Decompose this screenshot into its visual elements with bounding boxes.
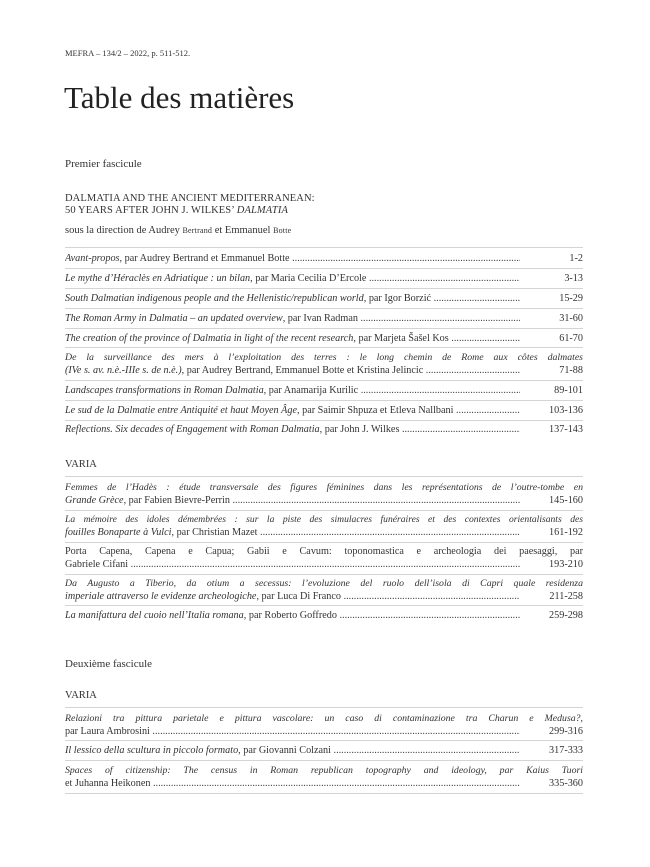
divider (65, 760, 583, 761)
entry-authors: , par John J. Wilkes (319, 424, 400, 435)
divider (65, 400, 583, 401)
entry-title: Reflections. Six decades of Engagement with Roman Dalmatia (65, 424, 320, 435)
entry-title: La mémoire des idoles démembrées : sur la piste des simulacres funéraires et des contextes orientalisants des (65, 514, 583, 525)
director-name: Bertrand (182, 226, 213, 235)
entry-title: La manifattura del cuoio nell’Italia romana (65, 610, 244, 621)
toc-entry[interactable] (65, 744, 583, 757)
fascicule-label: Premier fascicule (65, 158, 142, 170)
entry-pages: 61-70 (559, 333, 583, 344)
entry-pages: 1-2 (569, 253, 583, 264)
entry-pages: 145-160 (549, 495, 583, 506)
entry-pages: 317-333 (549, 745, 583, 756)
toc-entry[interactable] (65, 609, 583, 622)
entry-authors: , par Maria Cecilia D’Ercole (250, 273, 367, 284)
toc-entry[interactable] (65, 545, 583, 571)
entry-title: imperiale attraverso le evidenze archeologiche (65, 591, 257, 602)
entry-authors: par Laura Ambrosini (65, 726, 150, 737)
entry-pages: 71-88 (559, 365, 583, 376)
divider (65, 542, 583, 543)
entry-title: Landscapes transformations in Roman Dalmatia (65, 385, 264, 396)
divider (65, 380, 583, 381)
entry-title: Grande Grèce (65, 495, 124, 506)
toc-entry[interactable] (65, 577, 583, 603)
toc-entry[interactable] (65, 252, 583, 265)
entry-pages: 299-316 (549, 726, 583, 737)
entry-pages: 137-143 (549, 424, 583, 435)
toc-entry[interactable] (65, 764, 583, 790)
section-heading-italic: DALMATIA (236, 205, 288, 216)
varia-heading: VARIA (65, 690, 97, 701)
entry-title: Avant-propos (65, 253, 120, 264)
entry-pages: 89-101 (554, 385, 583, 396)
entry-authors: , par Luca Di Franco (256, 591, 342, 602)
entry-authors: , par Audrey Bertrand et Emmanuel Botte (119, 253, 290, 264)
toc-entry[interactable] (65, 481, 583, 507)
entry-title: Femmes de l’Hadès : étude transversale des figures féminines dans les représentations de l’outre-tombe en (65, 482, 583, 493)
entry-title: The Roman Army in Dalmatia – an updated overview (65, 313, 283, 324)
divider (65, 247, 583, 248)
entry-title: Relazioni tra pittura parietale e pittura vascolare: un caso di contaminazione tra Charun e Medusa?, (65, 713, 583, 724)
entry-title: Porta Capena, Capena e Capua; Gabii e Cavum: toponomastica e archeologia dei paesaggi, par (65, 546, 583, 557)
divider (65, 707, 583, 708)
entry-pages: 335-360 (549, 778, 583, 789)
direction-mid: et Emmanuel (212, 225, 274, 236)
divider (65, 510, 583, 511)
section-heading-line2 (65, 205, 315, 217)
entry-title: The creation of the province of Dalmatia in light of the recent research (65, 333, 354, 344)
entry-pages: 193-210 (549, 559, 583, 570)
divider (65, 328, 583, 329)
entry-title: (IVe s. av. n.è.-IIIe s. de n.è.) (65, 365, 182, 376)
toc-entry[interactable] (65, 351, 583, 377)
entry-authors: , par Giovanni Colzani (238, 745, 331, 756)
running-head: MEFRA – 134/2 – 2022, p. 511-512. (65, 48, 191, 58)
entry-authors: , par Fabien Bievre-Perrin (123, 495, 230, 506)
entry-authors: , par Christian Mazet (171, 527, 258, 538)
fascicule-label: Deuxième fascicule (65, 658, 153, 670)
divider (65, 476, 583, 477)
entry-authors: , par Audrey Bertrand, Emmanuel Botte et Kristina Jelincic (181, 365, 424, 376)
varia-heading: VARIA (65, 459, 97, 470)
entry-pages: 161-192 (549, 527, 583, 538)
divider (65, 740, 583, 741)
direction-line (65, 225, 291, 236)
divider (65, 793, 583, 794)
toc-entry[interactable] (65, 513, 583, 539)
toc-entry[interactable] (65, 712, 583, 738)
entry-authors: , par Igor Borzić (363, 293, 432, 304)
toc-entry[interactable] (65, 292, 583, 305)
direction-prefix: sous la direction de Audrey (65, 225, 183, 236)
entry-pages: 15-29 (559, 293, 583, 304)
director-name: Botte (273, 226, 292, 235)
entry-authors: , par Roberto Goffredo (243, 610, 337, 621)
divider (65, 420, 583, 421)
toc-entry[interactable] (65, 332, 583, 345)
toc-entry[interactable] (65, 423, 583, 436)
entry-title: Le sud de la Dalmatie entre Antiquité et haut Moyen Âge (65, 405, 297, 416)
toc-entry[interactable] (65, 272, 583, 285)
toc-entry[interactable] (65, 384, 583, 397)
toc-entry[interactable] (65, 312, 583, 325)
entry-pages: 103-136 (549, 405, 583, 416)
entry-title: Il lessico della scultura in piccolo formato (65, 745, 239, 756)
section-heading (65, 193, 315, 217)
divider (65, 574, 583, 575)
toc-entry[interactable] (65, 404, 583, 417)
entry-pages: 3-13 (564, 273, 583, 284)
entry-pages: 211-258 (549, 591, 583, 602)
divider (65, 308, 583, 309)
section-heading-line1: DALMATIA AND THE ANCIENT MEDITERRANEAN: (65, 193, 315, 204)
entry-authors: , par Saimir Shpuza et Etleva Nallbani (297, 405, 454, 416)
entry-pages: 31-60 (559, 313, 583, 324)
entry-title: fouilles Bonaparte à Vulci (65, 527, 172, 538)
entry-authors: , par Marjeta Šašel Kos (353, 333, 449, 344)
divider (65, 288, 583, 289)
entry-title: De la surveillance des mers à l’exploitation des terres : le long chemin de Rome aux côtes dalmates (65, 352, 583, 363)
section-heading-text: 50 YEARS AFTER JOHN J. WILKES’ (65, 205, 237, 216)
divider (65, 605, 583, 606)
entry-authors: , par Anamarija Kurilic (263, 385, 359, 396)
page-title: Table des matières (64, 80, 295, 115)
divider (65, 347, 583, 348)
divider (65, 268, 583, 269)
entry-title: Da Augusto a Tiberio, da otium a secessus: l’evoluzione del ruolo dell’isola di Capri quale residenza (65, 578, 583, 589)
entry-authors: Gabriele Cifani (65, 559, 129, 570)
entry-title: Spaces of citizenship: The census in Roman republican topography and ideology, par Kaius Tuori (65, 765, 583, 776)
entry-pages: 259-298 (549, 610, 583, 621)
entry-authors: , par Ivan Radman (282, 313, 358, 324)
entry-authors: et Juhanna Heikonen (65, 778, 151, 789)
entry-title: Le mythe d’Héraclès en Adriatique : un bilan (65, 273, 251, 284)
entry-title: South Dalmatian indigenous people and the Hellenistic/republican world (65, 293, 364, 304)
